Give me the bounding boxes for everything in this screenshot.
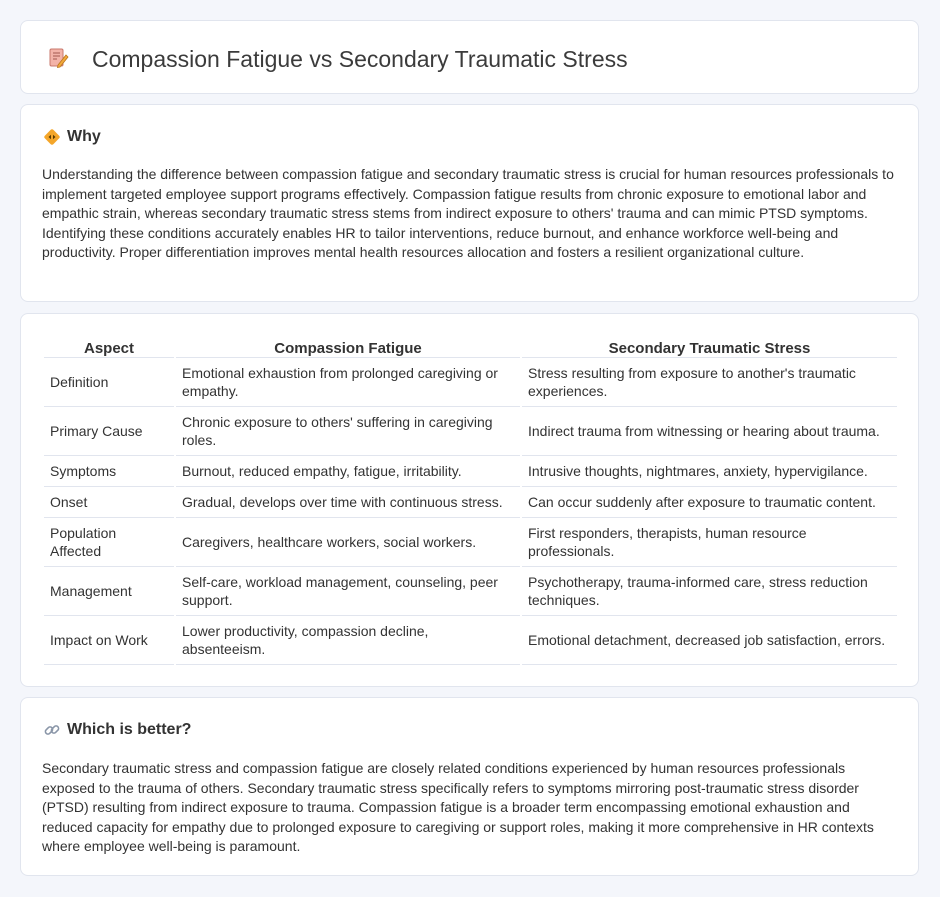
column-header-aspect: Aspect [44, 335, 174, 358]
table-row [44, 518, 897, 567]
row-compassion-fatigue: Self-care, workload management, counseling, peer support. [176, 567, 520, 616]
page-title: Compassion Fatigue vs Secondary Traumatic Stress [92, 46, 628, 72]
row-aspect: Management [44, 567, 174, 616]
comparison-section [20, 313, 919, 687]
better-header [43, 720, 191, 740]
which-is-better-section [20, 697, 919, 876]
better-title: Which is better? [67, 721, 192, 738]
column-header-compassion-fatigue: Compassion Fatigue [176, 335, 520, 358]
row-secondary-traumatic-stress: Emotional detachment, decreased job satisfaction, errors. [522, 616, 897, 665]
row-compassion-fatigue: Caregivers, healthcare workers, social workers. [176, 518, 520, 567]
row-secondary-traumatic-stress: Indirect trauma from witnessing or hearing about trauma. [522, 407, 897, 456]
table-row [44, 456, 897, 487]
link-icon [43, 721, 61, 739]
row-secondary-traumatic-stress: First responders, therapists, human resource professionals. [522, 518, 897, 567]
row-secondary-traumatic-stress: Psychotherapy, trauma-informed care, stress reduction techniques. [522, 567, 897, 616]
row-secondary-traumatic-stress: Stress resulting from exposure to another's traumatic experiences. [522, 358, 897, 407]
row-aspect: Definition [44, 358, 174, 407]
row-aspect: Onset [44, 487, 174, 518]
table-row [44, 616, 897, 665]
table-row [44, 407, 897, 456]
row-compassion-fatigue: Emotional exhaustion from prolonged caregiving or empathy. [176, 358, 520, 407]
row-aspect: Population Affected [44, 518, 174, 567]
why-header [43, 127, 101, 147]
row-secondary-traumatic-stress: Intrusive thoughts, nightmares, anxiety, hypervigilance. [522, 456, 897, 487]
row-compassion-fatigue: Chronic exposure to others' suffering in caregiving roles. [176, 407, 520, 456]
table-header-row [44, 335, 897, 358]
better-paragraph: Secondary traumatic stress and compassion fatigue are closely related conditions experienced by human resources professionals exposed to the trauma of others. Secondary traumatic stress specifically refers to symptoms mirroring post-traumatic stress disorder (PTSD) resulting from indirect exposure to trauma. Compassion fatigue is a broader term encompassing emotional exhaustion and reduced capacity for empathy due to prolonged exposure to caregiving or support roles, making it more comprehensive in HR contexts where employee well-being is paramount. [42, 760, 874, 854]
document-pencil-icon [47, 47, 69, 69]
row-secondary-traumatic-stress: Can occur suddenly after exposure to traumatic content. [522, 487, 897, 518]
column-header-secondary-traumatic-stress: Secondary Traumatic Stress [522, 335, 897, 358]
table-row [44, 358, 897, 407]
comparison-table [42, 335, 899, 665]
row-aspect: Primary Cause [44, 407, 174, 456]
why-paragraph: Understanding the difference between compassion fatigue and secondary traumatic stress is crucial for human resources professionals to implement targeted employee support programs effectively. Compassion fatigue results from chronic exposure to emotional labor and empathic strain, whereas secondary traumatic stress stems from indirect exposure to others' trauma and can mimic PTSD symptoms. Identifying these conditions accurately enables HR to tailor interventions, reduce burnout, and enhance workforce well-being and productivity. Proper differentiation improves mental health resources allocation and fosters a resilient organizational culture. [42, 166, 894, 260]
why-section [20, 104, 919, 302]
row-compassion-fatigue: Lower productivity, compassion decline, absenteeism. [176, 616, 520, 665]
row-compassion-fatigue: Burnout, reduced empathy, fatigue, irritability. [176, 456, 520, 487]
table-row [44, 487, 897, 518]
title-card [20, 20, 919, 94]
diamond-arrows-icon [43, 128, 61, 146]
table-row [44, 567, 897, 616]
row-aspect: Impact on Work [44, 616, 174, 665]
row-aspect: Symptoms [44, 456, 174, 487]
row-compassion-fatigue: Gradual, develops over time with continuous stress. [176, 487, 520, 518]
why-title: Why [67, 128, 101, 145]
